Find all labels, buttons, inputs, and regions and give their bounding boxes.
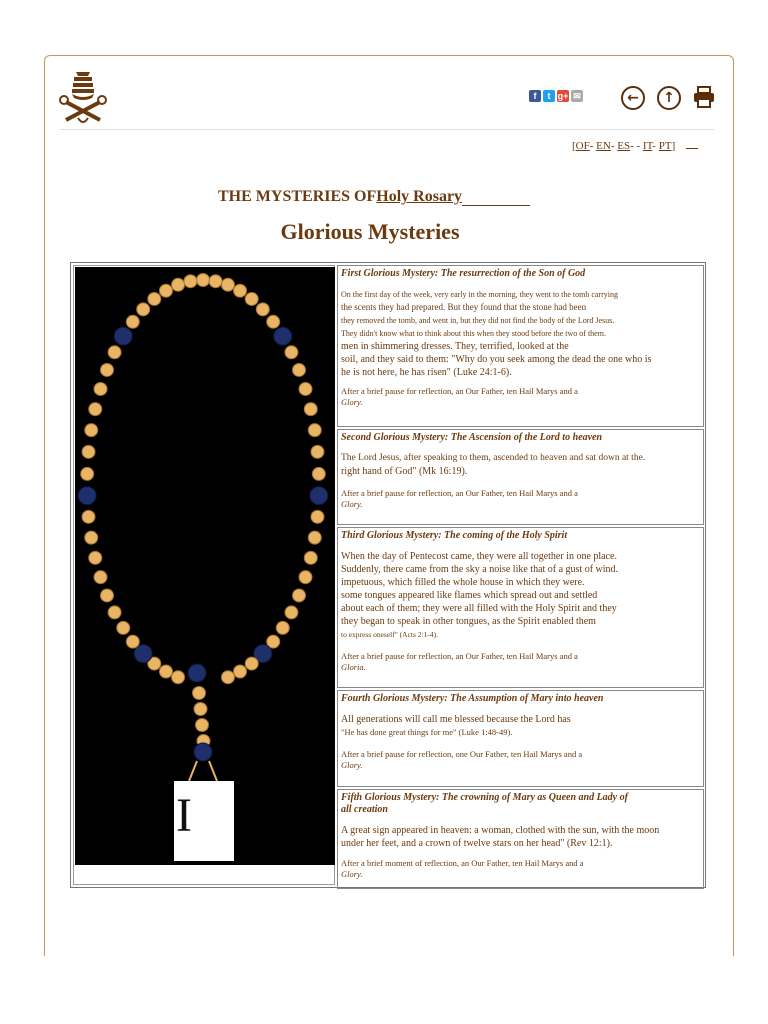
- mystery-heading: Fifth Glorious Mystery: The crowning of Mary as Queen and Lady of all creation: [341, 792, 628, 815]
- mystery-text: When the day of Pentecost came, they were all together in one place.: [341, 551, 617, 562]
- mystery-cell: [337, 527, 704, 688]
- lang-link[interactable]: IT: [642, 140, 653, 152]
- title-underlined: Holy Rosary: [376, 188, 463, 205]
- mystery-cell: [337, 690, 704, 787]
- arrow-up-icon[interactable]: ↑: [657, 86, 681, 110]
- email-icon[interactable]: ✉: [571, 90, 583, 102]
- mystery-text: he is not here, he has risen" (Luke 24:1-6).: [341, 367, 512, 378]
- mystery-glory: Glory.: [341, 760, 363, 770]
- printer-icon[interactable]: [693, 86, 715, 108]
- mystery-heading: Fourth Glorious Mystery: The Assumption of Mary into heaven: [341, 693, 604, 704]
- mystery-heading: Second Glorious Mystery: The Ascension of the Lord to heaven: [341, 432, 603, 443]
- facebook-icon[interactable]: f: [529, 90, 541, 102]
- mystery-text: impetuous, which filled the whole house in which they were.: [341, 577, 585, 588]
- header-divider: [60, 129, 714, 130]
- rosary-image: [75, 267, 335, 865]
- mystery-glory: Glory.: [341, 397, 363, 407]
- mystery-text: Suddenly, there came from the sky a noise like that of a gust of wind.: [341, 564, 619, 575]
- mysteries-column: [337, 265, 704, 891]
- rosary-image-cell: [73, 265, 335, 885]
- mystery-text: On the first day of the week, very early in the morning, they went to the tomb carrying: [341, 290, 619, 299]
- page-title: Glorious Mysteries: [280, 219, 460, 244]
- mystery-text: to express oneself" (Acts 2:1-4).: [341, 630, 438, 639]
- mystery-after: After a brief pause for reflection, an Our Father, ten Hail Marys and a: [341, 488, 578, 498]
- lang-link[interactable]: OF: [575, 140, 590, 152]
- mystery-text: "He has done great things for me" (Luke 1:48-49).: [341, 727, 513, 737]
- mystery-text: The Lord Jesus, after speaking to them, ascended to heaven and sat down at the.: [341, 453, 646, 463]
- mystery-text: they began to speak in other tongues, as the Spirit enabled them: [341, 616, 596, 627]
- mystery-text: right hand of God" (Mk 16:19).: [341, 466, 468, 477]
- mystery-text: soil, and they said to them: "Why do you seek among the dead the one who is: [341, 354, 652, 365]
- mystery-after: After a brief moment of reflection, an Our Father, ten Hail Marys and a: [341, 858, 584, 868]
- arrow-left-icon[interactable]: ←: [621, 86, 645, 110]
- mystery-text: They didn't know what to think about this when they stood before the two of them.: [341, 329, 606, 338]
- lang-link[interactable]: PT: [658, 140, 672, 152]
- mystery-glory: Gloria.: [341, 662, 366, 672]
- papal-coat-of-arms-icon: [58, 68, 108, 126]
- mystery-after: After a brief pause for reflection, an Our Father, ten Hail Marys and a: [341, 651, 578, 661]
- title-prefix: THE MYSTERIES OF: [218, 188, 377, 205]
- twitter-icon[interactable]: t: [543, 90, 555, 102]
- google-plus-icon[interactable]: g+: [557, 91, 569, 101]
- mystery-heading: First Glorious Mystery: The resurrection of the Son of God: [341, 268, 586, 279]
- mystery-cell: [337, 265, 704, 427]
- mystery-text: All generations will call me blessed because the Lord has: [341, 714, 571, 725]
- language-selector: [OF- EN- ES- - IT- PT]: [572, 140, 698, 152]
- mystery-glory: Glory.: [341, 869, 363, 879]
- mystery-cell: [337, 789, 704, 889]
- mystery-text: men in shimmering dresses. They, terrified, looked at the: [341, 341, 569, 352]
- page-navigation: [621, 86, 715, 110]
- mystery-text: the scents they had prepared. But they found that the stone had been: [341, 302, 587, 312]
- mystery-after: After a brief pause for reflection, one Our Father, ten Hail Marys and a: [341, 749, 583, 759]
- lang-link[interactable]: ES: [617, 140, 631, 152]
- mystery-glory: Glory.: [341, 499, 363, 509]
- mystery-text: A great sign appeared in heaven: a woman, clothed with the sun, with the moon: [341, 825, 660, 836]
- mystery-text: under her feet, and a crown of twelve stars on her head" (Rev 12:1).: [341, 838, 613, 849]
- mystery-heading: Third Glorious Mystery: The coming of the Holy Spirit: [341, 530, 568, 541]
- mystery-text: about each of them; they were all filled with the Holy Spirit and they: [341, 603, 617, 614]
- social-share: [529, 90, 583, 102]
- mystery-cell: [337, 429, 704, 525]
- lang-link[interactable]: EN: [596, 140, 611, 152]
- section-title: [218, 188, 530, 206]
- rosary-beads-icon: [75, 267, 335, 865]
- mystery-after: After a brief pause for reflection, an Our Father, ten Hail Marys and a: [341, 386, 578, 396]
- mystery-text: they removed the tomb, and went in, but they did not find the body of the Lord Jesus.: [341, 316, 615, 325]
- crucifix-placeholder: I: [174, 781, 234, 861]
- mysteries-table: [70, 262, 706, 888]
- mystery-text: some tongues appeared like flames which spread out and settled: [341, 590, 598, 601]
